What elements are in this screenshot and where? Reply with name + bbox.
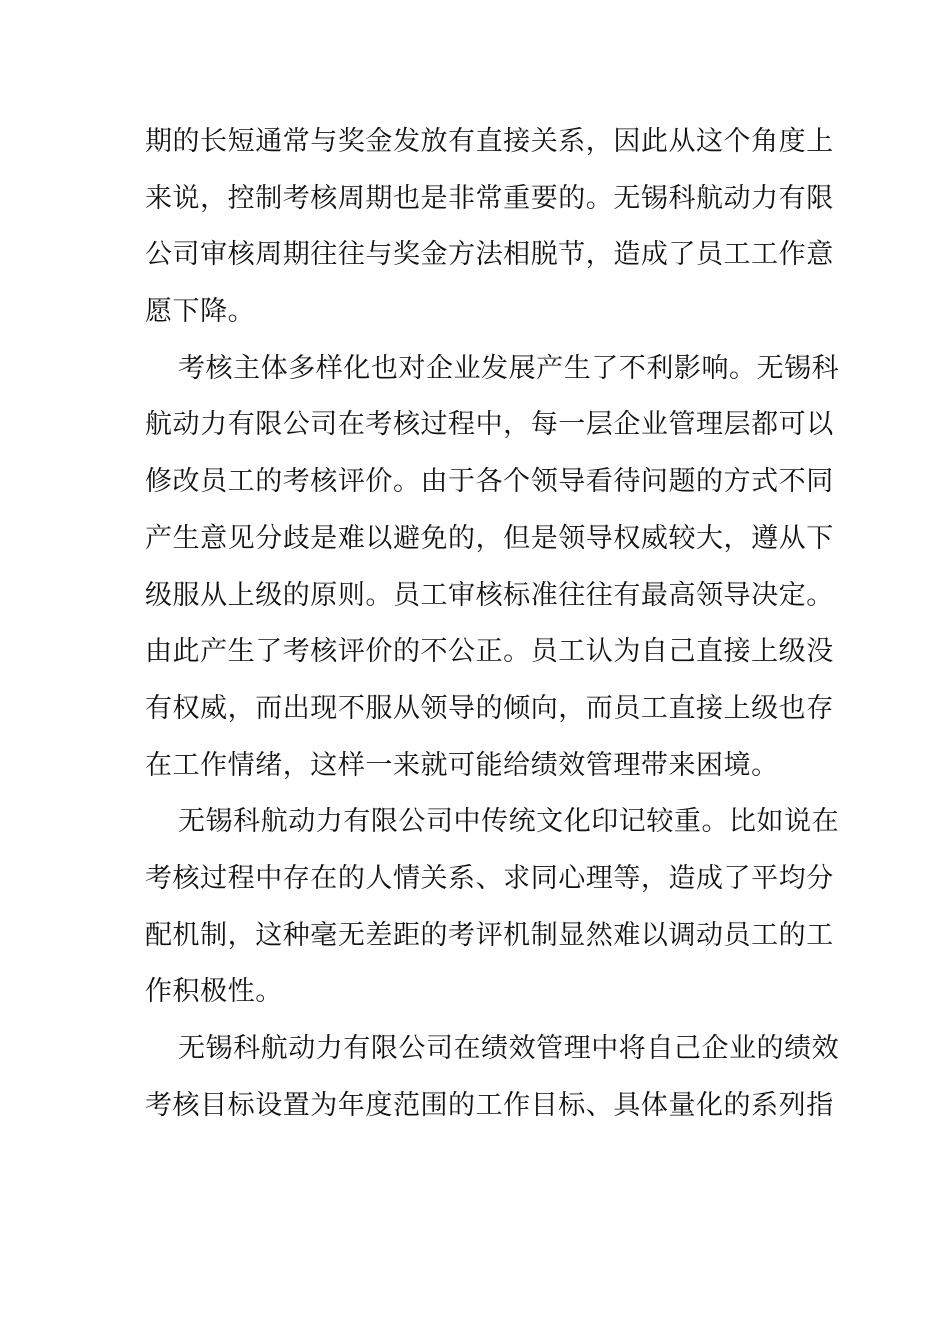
- text-line: 修改员工的考核评价。由于各个领导看待问题的方式不同: [145, 466, 834, 498]
- paragraph-start-line: 无锡科航动力有限公司在绩效管理中将自己企业的绩效: [178, 1033, 840, 1064]
- text-line: 配机制，这种毫无差距的考评机制显然难以调动员工的工: [145, 919, 834, 951]
- text-line: 考核目标设置为年度范围的工作目标、具体量化的系列指: [145, 1089, 834, 1121]
- text-line: 考核过程中存在的人情关系、求同心理等，造成了平均分: [145, 862, 834, 894]
- text-line: 由此产生了考核评价的不公正。员工认为自己直接上级没: [145, 636, 834, 668]
- text-line: 公司审核周期往往与奖金方法相脱节，造成了员工工作意: [145, 239, 834, 271]
- text-line: 期的长短通常与奖金发放有直接关系，因此从这个角度上: [145, 126, 834, 157]
- paragraph-start-line: 无锡科航动力有限公司中传统文化印记较重。比如说在: [178, 806, 840, 838]
- text-line: 级服从上级的原则。员工审核标准往往有最高领导决定。: [145, 579, 834, 611]
- body-text: [145, 114, 840, 1134]
- text-line: 有权威，而出现不服从领导的倾向，而员工直接上级也存: [145, 692, 834, 724]
- text-line: 作积极性。: [145, 976, 283, 1008]
- text-line: 在工作情绪，这样一来就可能给绩效管理带来困境。: [145, 749, 779, 781]
- text-line: 愿下降。: [145, 296, 256, 328]
- text-line: 产生意见分歧是难以避免的，但是领导权威较大，遵从下: [145, 522, 834, 554]
- paragraph-start-line: 考核主体多样化也对企业发展产生了不利影响。无锡科: [178, 352, 840, 384]
- text-line: 来说，控制考核周期也是非常重要的。无锡科航动力有限: [145, 182, 834, 214]
- text-line: 航动力有限公司在考核过程中，每一层企业管理层都可以: [145, 409, 834, 441]
